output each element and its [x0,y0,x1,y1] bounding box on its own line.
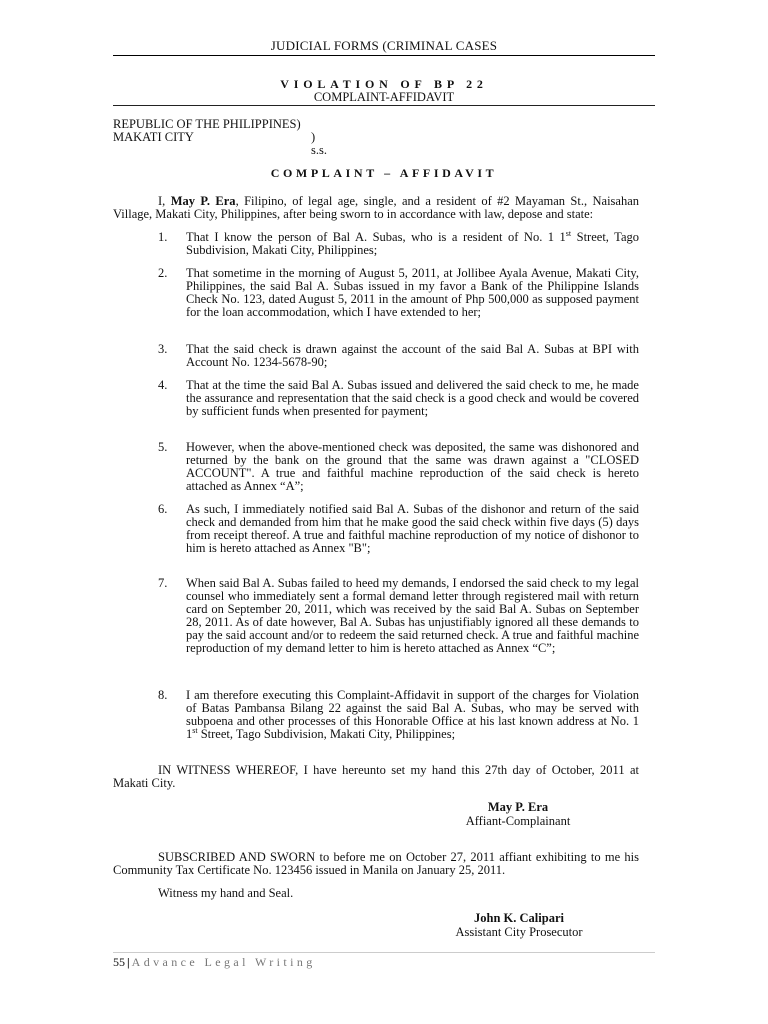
item-number: 6. [158,502,168,516]
page-number: 55 [113,955,125,969]
document-title: COMPLAINT – AFFIDAVIT [270,166,498,180]
item-number: 1. [158,230,168,244]
item-text-pre: That I know the person of Bal A. Subas, who is a resident of No. 1 1 [186,230,566,244]
affiant-name: May P. Era [487,800,549,814]
item-number: 4. [158,378,168,392]
item-text [186,689,639,741]
item-text-pre: I am therefore executing this Complaint-Affidavit in support of the charges for Violation of Batas Pambansa Bilang 22 against the said Bal A. Subas, who may be served with subpoena and other processes of this Honorable Office at his last known address at No. 1 1 [186,688,639,741]
venue-ss: ) s.s. [311,130,327,157]
item-text [186,228,639,257]
item-text: When said Bal A. Subas failed to heed my demands, I endorsed the said check to my legal counsel who immediately sent a formal demand letter through registered mail with return card on September 20, 2011, which was received by the said Bal A. Subas on September 28, 2011. As of date however, Bal A. Subas has unjustifiably ignored all these demands to pay the said account and/or to redeem the said returned check. A true and faithful machine reproduction of my demand letter to him is hereto attached as Annex “C”; [186,576,639,655]
footer-course-title: Advance Legal Writing [131,955,316,969]
section-rule [113,105,655,106]
item-number: 2. [158,266,168,280]
venue-block [113,117,327,157]
affiant-role: Affiant-Complainant [465,814,571,828]
item-number: 5. [158,440,168,454]
prosecutor-signature-block [439,911,599,939]
intro-paragraph [113,195,639,221]
footer-separator: | [127,955,130,969]
section-title: VIOLATION OF BP 22 [280,77,488,91]
item-text: However, when the above-mentioned check was deposited, the same was dishonored and returned by the bank on the ground that the same was drawn against a "CLOSED ACCOUNT". A true and faithful machine reproduction of the said check is hereto attached as Annex “A”; [186,440,639,493]
intro-rest: , Filipino, of legal age, single, and a resident of #2 Mayaman St., Naisahan Village, Makati City, Philippines, after being sworn to in accordance with law, depose and state: [113,194,640,222]
venue-country: REPUBLIC OF THE PHILIPPINES) [113,117,301,131]
item-number: 3. [158,342,168,356]
witness-seal-line: Witness my hand and Seal. [158,886,294,900]
witness-paragraph: IN WITNESS WHEREOF, I have hereunto set my hand this 27th day of October, 2011 at Makati City. [113,763,639,791]
affiant-signature-block [443,800,593,828]
item-text-sup: st [565,228,572,238]
section-subtitle: COMPLAINT-AFFIDAVIT [313,90,455,104]
jurat-paragraph: SUBSCRIBED AND SWORN to before me on October 27, 2011 affiant exhibiting to me his Community Tax Certificate No. 123456 issued in Manila on January 25, 2011. [113,850,639,878]
item-text-post: Street, Tago Subdivision, Makati City, Philippines; [186,230,639,257]
item-text: That sometime in the morning of August 5, 2011, at Jollibee Ayala Avenue, Makati City, Philippines, the said Bal A. Subas issued in my favor a Bank of the Philippine Islands Check No. 123, dated August 5, 2011 in the amount of Php 500,000 as supposed payment for the loan accommodation, which I have extended to her; [186,266,639,319]
item-number: 8. [158,688,168,702]
page-footer [113,955,316,970]
item-text-sup: st [192,725,198,735]
header-rule [113,55,655,56]
item-number: 7. [158,576,168,590]
item-text: That at the time the said Bal A. Subas issued and delivered the said check to me, he made the assurance and representation that the said check is a good check and would be covered by sufficient funds when presented for payment; [186,378,639,418]
affiant-name-inline: May P. Era [170,194,236,208]
footer-rule [113,952,655,953]
prosecutor-role: Assistant City Prosecutor [455,925,583,939]
item-text: That the said check is drawn against the account of the said Bal A. Subas at BPI with Account No. 1234-5678-90; [186,342,639,369]
intro-lead: I, [158,194,171,208]
item-text: As such, I immediately notified said Bal A. Subas of the dishonor and return of the said check and demanded from him that he make good the said check within five days (5) days from receipt thereof. A true and faithful machine reproduction of my notice of dishonor to him is hereto attached as Annex "B"; [186,502,639,555]
page-header-title: JUDICIAL FORMS (CRIMINAL CASES [270,38,498,53]
prosecutor-name: John K. Calipari [474,911,564,925]
item-text-post: Street, Tago Subdivision, Makati City, Philippines; [197,726,456,741]
venue-city: MAKATI CITY [113,130,194,144]
